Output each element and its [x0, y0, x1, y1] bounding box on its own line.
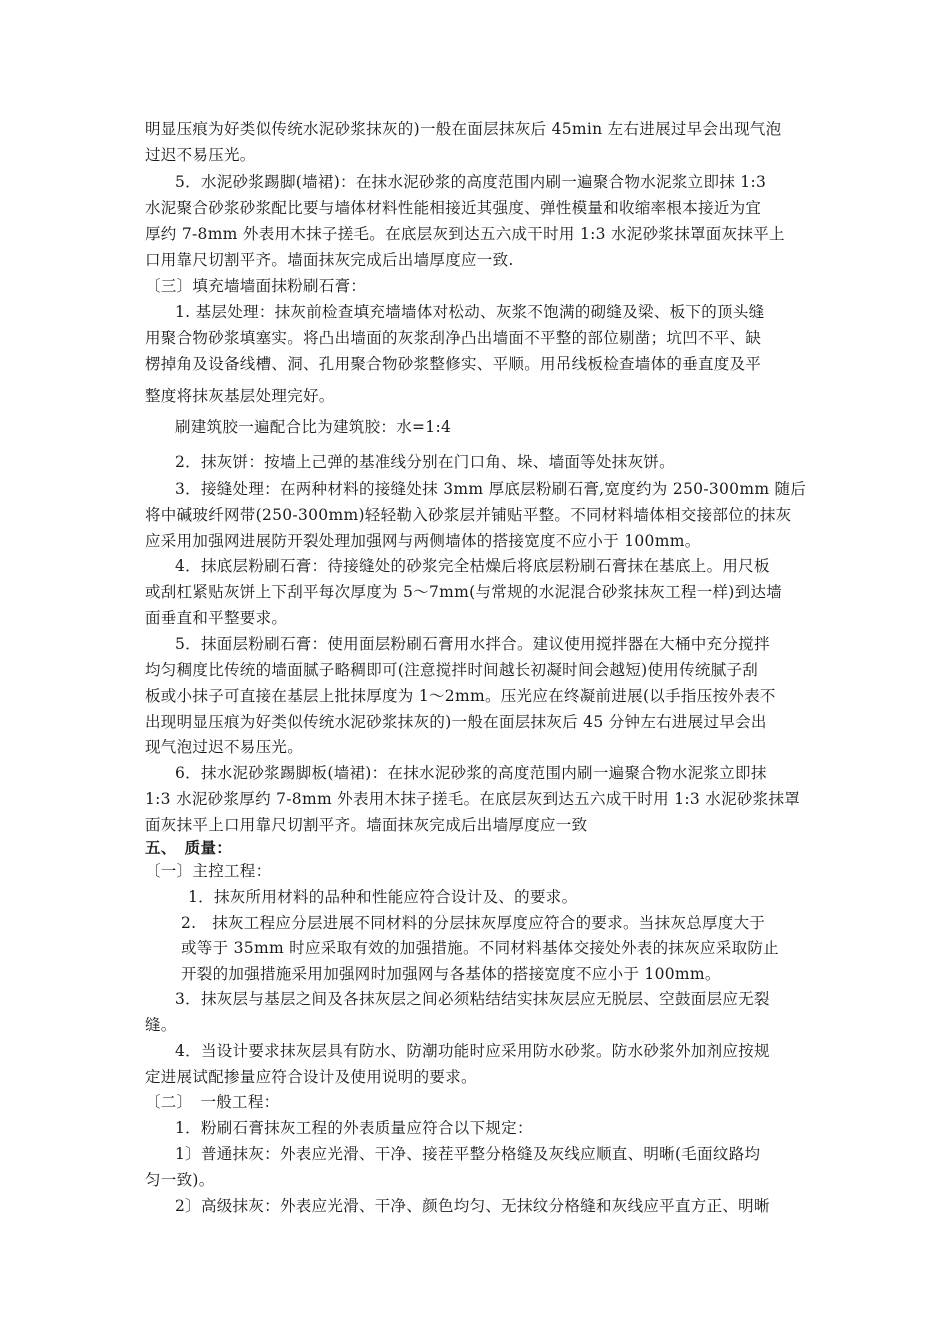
text-line: 1〕普通抹灰：外表应光滑、干净、接茬平整分格缝及灰线应顺直、明晰(毛面纹路均 [175, 1145, 761, 1163]
text-line: 或等于 35mm 时应采取有效的加强措施。不同材料基体交接处外表的抹灰应采取防止 [181, 939, 779, 957]
text-line: 缝。 [145, 1016, 177, 1034]
text-line: 将中碱玻纤网带(250-300mm)轻轻勒入砂浆层并铺贴平整。不同材料墙体相交接部位的抹灰 [145, 506, 792, 524]
text-line: 匀一致)。 [145, 1171, 215, 1189]
text-line: 水泥聚合砂浆砂浆配比要与墙体材料性能相接近其强度、弹性模量和收缩率根本接近为宜 [145, 199, 762, 217]
text-line: 均匀稠度比传统的墙面腻子略稠即可(注意搅拌时间越长初凝时间会越短)使用传统腻子刮 [145, 661, 759, 679]
section-heading: 〔一〕主控工程： [145, 862, 272, 880]
text-line: 过迟不易压光。 [145, 146, 256, 164]
text-line: 5．抹面层粉刷石膏：使用面层粉刷石膏用水拌合。建议使用搅拌器在大桶中充分搅拌 [175, 635, 770, 653]
text-line: 面灰抹平上口用靠尺切割平齐。墙面抹灰完成后出墙厚度应一致 [145, 816, 588, 834]
text-line: 定进展试配掺量应符合设计及使用说明的要求。 [145, 1068, 477, 1086]
text-line: 1:3 水泥砂浆厚约 7-8mm 外表用木抹子搓毛。在底层灰到达五六成干时用 1:3 水泥砂浆抹罩 [145, 790, 801, 808]
text-line: 应采用加强网进展防开裂处理加强网与两侧墙体的搭接宽度不应小于 100mm。 [145, 532, 701, 550]
text-line: 4．抹底层粉刷石膏：待接缝处的砂浆完全枯燥后将底层粉刷石膏抹在基底上。用尺板 [175, 557, 770, 575]
text-line: 1．粉刷石膏抹灰工程的外表质量应符合以下规定： [175, 1119, 533, 1137]
section-heading: 〔三〕填充墙墙面抹粉刷石膏： [145, 277, 367, 295]
text-line: 6．抹水泥砂浆踢脚板(墙裙)：在抹水泥砂浆的高度范围内刷一遍聚合物水泥浆立即抹 [175, 764, 767, 782]
text-line: 出现明显压痕为好类似传统水泥砂浆抹灰的)一般在面层抹灰后 45 分钟左右进展过早会出 [145, 713, 767, 731]
text-line: 开裂的加强措施采用加强网时加强网与各基体的搭接宽度不应小于 100mm。 [181, 965, 721, 983]
text-line: 3．抹灰层与基层之间及各抹灰层之间必须粘结结实抹灰层应无脱层、空鼓面层应无裂 [175, 990, 770, 1008]
text-line: 3．接缝处理：在两种材料的接缝处抹 3mm 厚底层粉刷石膏,宽度约为 250-300mm 随后 [175, 480, 807, 498]
text-line: 刷建筑胶一遍配合比为建筑胶：水=1:4 [175, 418, 452, 436]
text-line: 2．抹灰饼：按墙上己弹的基准线分别在门口角、垛、墙面等处抹灰饼。 [175, 453, 675, 471]
text-line: 5．水泥砂浆踢脚(墙裙)：在抹水泥砂浆的高度范围内刷一遍聚合物水泥浆立即抹 1:3 [175, 173, 767, 191]
text-line: 1．抹灰所用材料的品种和性能应符合设计及、的要求。 [188, 888, 578, 906]
text-line: 1. 基层处理：抹灰前检查填充墙墙体对松动、灰浆不饱满的砌缝及梁、板下的顶头缝 [175, 303, 765, 321]
text-line: 4．当设计要求抹灰层具有防水、防潮功能时应采用防水砂浆。防水砂浆外加剂应按规 [175, 1042, 770, 1060]
chapter-heading: 五、 质量： [145, 838, 233, 857]
text-line: 厚约 7-8mm 外表用木抹子搓毛。在底层灰到达五六成干时用 1:3 水泥砂浆抹罩面灰抹平上 [145, 225, 785, 243]
text-line: 用聚合物砂浆填塞实。将凸出墙面的灰浆刮净凸出墙面不平整的部位剔凿；坑凹不平、缺 [145, 329, 762, 347]
text-line: 板或小抹子可直接在基层上批抹厚度为 1～2mm。压光应在终凝前进展(以手指压按外表不 [145, 687, 776, 705]
text-line: 2〕高级抹灰：外表应光滑、干净、颜色均匀、无抹纹分格缝和灰线应平直方正、明晰 [175, 1197, 770, 1215]
text-line: 2. 抹灰工程应分层进展不同材料的分层抹灰厚度应符合的要求。当抹灰总厚度大于 [181, 914, 766, 932]
text-line: 或刮杠紧贴灰饼上下刮平每次厚度为 5～7mm(与常规的水泥混合砂浆抹灰工程一样)到达墙 [145, 583, 783, 601]
text-line: 面垂直和平整要求。 [145, 609, 288, 627]
text-line: 口用靠尺切割平齐。墙面抹灰完成后出墙厚度应一致. [145, 251, 514, 269]
text-line: 楞掉角及设备线槽、洞、孔用聚合物砂浆整修实、平顺。用吊线板检查墙体的垂直度及平 [145, 355, 762, 373]
text-line: 现气泡过迟不易压光。 [145, 738, 304, 756]
text-line: 明显压痕为好类似传统水泥砂浆抹灰的)一般在面层抹灰后 45min 左右进展过早会出现气泡 [145, 120, 782, 138]
text-line: 整度将抹灰基层处理完好。 [145, 387, 335, 405]
section-heading: 〔二〕 一般工程： [145, 1093, 280, 1111]
